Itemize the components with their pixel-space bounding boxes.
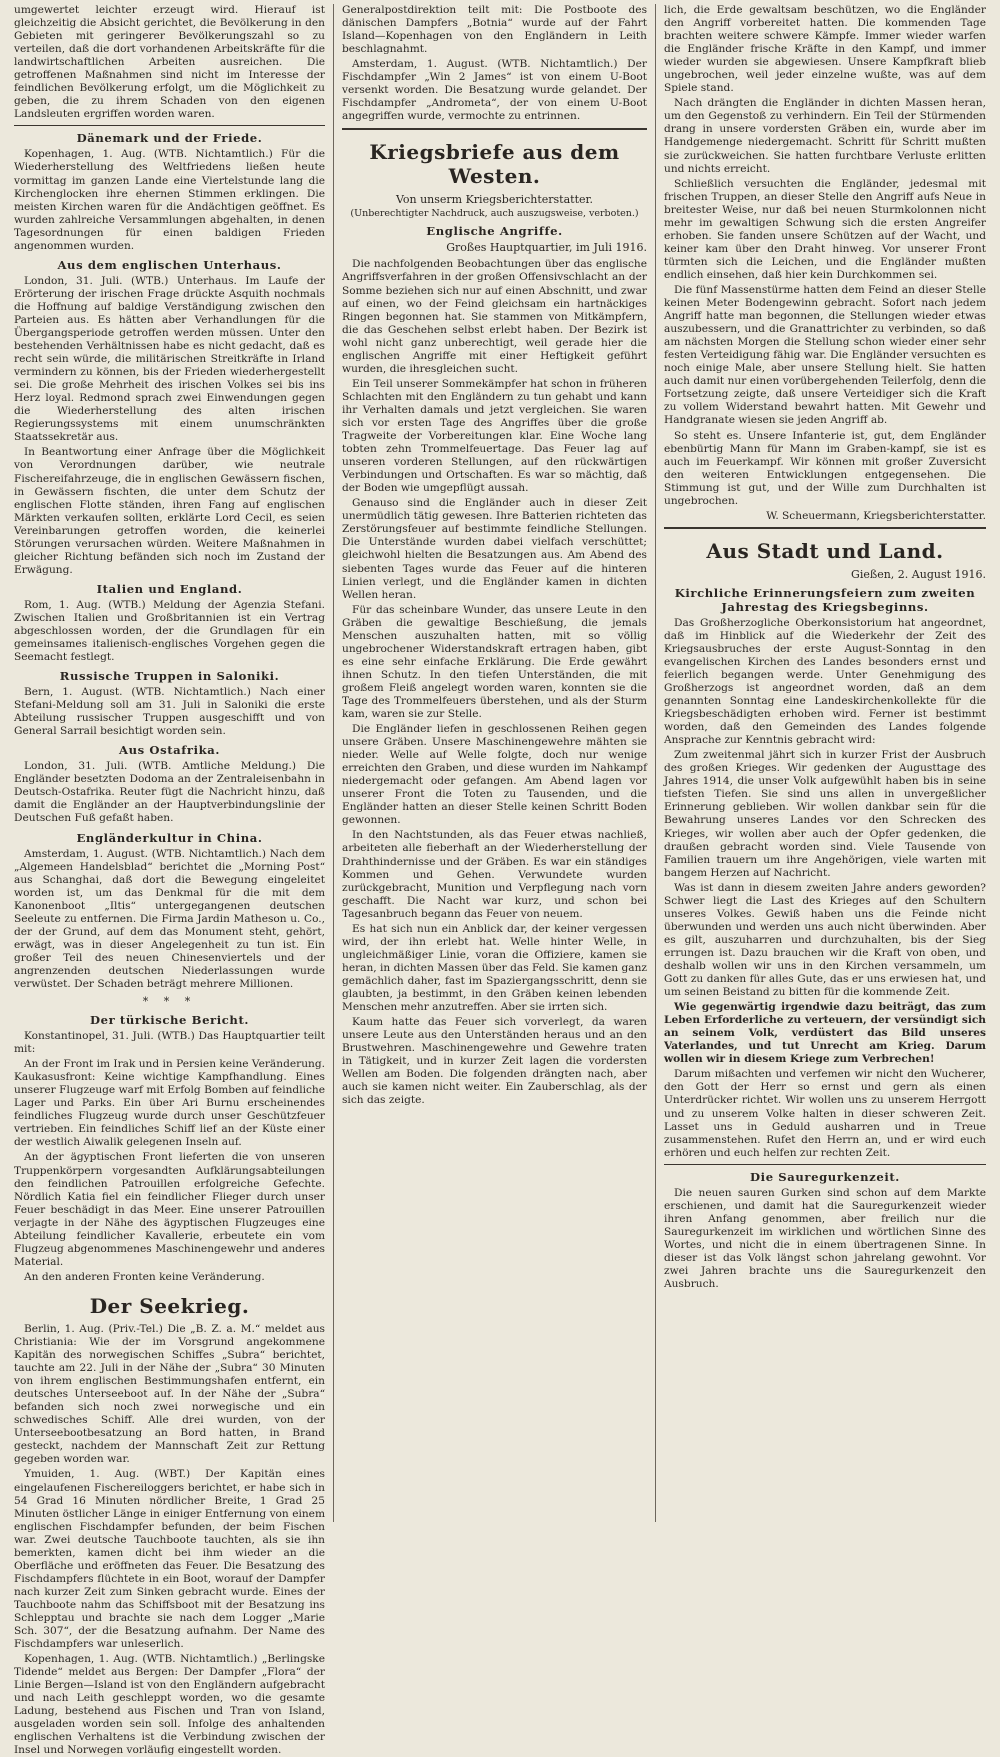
article-paragraph: Ymuiden, 1. Aug. (WBT.) Der Kapitän eines eingelaufenen Fischereiloggers berichtet, er habe sich in 54 Grad 16 Minuten nördlicher Breite, 1 Grad 25 Minuten östlicher Länge in einiger Entfernung von einem englischen Fischdampfer befunden, der beim Fischen war. Zwei deutsche Tauchboote tauchten, als sie ihn bemerkten, kamen dicht bei ihm wieder an die Oberfläche und eröffneten das Feuer. Die Besatzung des Fischdampfers flüchtete in ein Boot, worauf der Dampfer nach kurzer Zeit zum Sinken gebracht wurde. Eines der Tauchboote nahm das Schiffsboot mit der Besatzung ins Schlepptau und brachte sie nach dem Logger „Marie Sch. 307“, der die Besatzung aufnahm. Der Name des Fischdampfers war unleserlich.	[14, 1468, 325, 1651]
divider	[664, 1164, 986, 1165]
divider	[664, 527, 986, 529]
headline-ostafrika: Aus Ostafrika.	[119, 743, 220, 758]
article-continuation: umgewertet leichter erzeugt wird. Hierauf ist gleichzeitig die Absicht gerichtet, die Bevölkerung in den Gebieten mit geringerer Bevölkerungszahl so zu verteilen, daß die dort vorhandenen Arbeitskräfte für die landwirtschaftlichen Arbeiten ausreichen. Die getroffenen Maßnahmen sind nicht im Interesse der feindlichen Bevölkerung erfolgt, um die Möglichkeit zu geben, die zu ihrem Schaden von den eigenen Landsleuten ergriffen worden waren.	[14, 4, 325, 121]
article-paragraph: Bern, 1. August. (WTB. Nichtamtlich.) Nach einer Stefani-Meldung soll am 31. Juli in Saloniki die erste Abteilung russischer Truppen ausgeschifft und von General Sarrail besichtigt worden sein.	[14, 686, 325, 738]
headline-china: Engländerkultur in China.	[76, 830, 263, 845]
article-paragraph: So steht es. Unsere Infanterie ist, gut, dem Engländer ebenbürtig Mann für Mann im Graben-kampf, sie ist es auch im Feuerkampf. Wir können mit großer Zuversicht den weiteren Entwicklungen entgegensehen. Die Stimmung ist gut, und der Wille zum Durchhalten ist ungebrochen.	[664, 429, 986, 507]
reprint-notice: (Unberechtigter Nachdruck, auch auszugsweise, verboten.)	[350, 208, 639, 220]
subheadline-sauregurkenzeit: Die Sauregurkenzeit.	[750, 1169, 900, 1184]
headline-daenemark: Dänemark und der Friede.	[76, 131, 263, 146]
author-signature: W. Scheuermann, Kriegsberichterstatter.	[766, 509, 986, 522]
article-paragraph: Berlin, 1. Aug. (Priv.-Tel.) Die „B. Z. a. M.“ meldet aus Christiania: Wie der im Vorsgrund angekommene Kapitän des norwegischen Schiffes „Subra“ berichtet, tauchte am 22. Juli in der Nähe der „Subra“ 30 Minuten von ihrem englischen Bestimmungshafen entfernt, ein deutsches Unterseeboot auf. In der Nähe der „Subra“ befanden sich noch zwei norwegische und ein schwedisches Schiff. Alle drei wurden, von der Unterseebootbesatzung an Bord hatten, in Brand gesteckt, nachdem der Mannschaft Zeit zur Rettung gegeben worden war.	[14, 1322, 325, 1466]
byline: Von unserm Kriegsberichterstatter.	[395, 193, 594, 207]
article-paragraph: Konstantinopel, 31. Juli. (WTB.) Das Hauptquartier teilt mit:	[14, 1030, 325, 1056]
headline-seekrieg: Der Seekrieg.	[89, 1293, 250, 1318]
article-paragraph: Kopenhagen, 1. Aug. (WTB. Nichtamtlich.) „Berlingske Tidende“ meldet aus Bergen: Der Dampfer „Flora“ der Linie Bergen—Island ist von den Engländern aufgebracht und nach Leith geschleppt worden, wo die gesamte Ladung, bestehend aus Fischen und Tran von Island, ausgeladen worden sein soll. Infolge des anhaltenden englischen Verhaltens ist die Verbindung zwischen der Insel und Norwegen vorläufig eingestellt worden.	[14, 1653, 325, 1757]
article-paragraph: Was ist dann in diesem zweiten Jahre anders geworden? Schwer liegt die Last des Krieges auf den Schultern unseres Volkes. Gewiß haben uns die Feinde nicht überwunden und werden uns auch nicht überwinden. Aber es gilt, auszuharren und durchzuhalten, bis der Sieg errungen ist. Dazu brauchen wir die Kraft von oben, und deshalb wollen wir uns in den Kirchen versammeln, um Gott zu danken für alles Gute, das er uns erwiesen hat, und um seinen Beistand zu bitten für die kommende Zeit.	[664, 881, 986, 999]
divider	[342, 128, 647, 130]
article-paragraph: Rom, 1. Aug. (WTB.) Meldung der Agenzia Stefani. Zwischen Italien und Großbritannien ist ein Vertrag abgeschlossen worden, der die Grundlagen für ein gemeinsames italienisch-englisches Vorgehen gegen die Seemacht festlegt.	[14, 598, 325, 664]
article-paragraph: In Beantwortung einer Anfrage über die Möglichkeit von Verordnungen darüber, wie neutrale Fischereifahrzeuge, die in englischen Gewässern fischen, in Gewässern fischten, die unter dem Schutz der englischen Flotte ständen, ihren Fang auf englischen Märkten verkaufen sollten, erklärte Lord Cecil, es seien Vereinbarungen getroffen worden, die keinerlei Störungen verursachen würden. Weitere Maßnahmen in gleicher Richtung befänden sich noch im Zustand der Erwägung.	[14, 446, 325, 576]
article-paragraph: Wie gegenwärtig irgendwie dazu beiträgt, das zum Leben Erforderliche zu verteuern, der versündigt sich an seinem Volk, verdüstert das Bild unseres Vaterlandes, und tut Unrecht am Krieg. Darum wollen wir in diesem Kriege zum Verbrechen!	[664, 1001, 986, 1066]
article-paragraph: Amsterdam, 1. August. (WTB. Nichtamtlich.) Der Fischdampfer „Win 2 James“ ist von einem U-Boot versenkt worden. Die Besatzung wurde gelandet. Der Fischdampfer „Andrometa“, der von einem U-Boot angegriffen wurde, vermochte zu entrinnen.	[342, 58, 647, 123]
headline-unterhaus: Aus dem englischen Unterhaus.	[57, 257, 282, 272]
subheadline-angriffe: Englische Angriffe.	[426, 224, 563, 239]
article-paragraph: Genauso sind die Engländer auch in dieser Zeit unermüdlich tätig gewesen. Ihre Batterien richteten das Zerstörungsfeuer auf bestimmte feindliche Stellungen. Die Unterstände wurden dabei vielfach verschüttet; gleichwohl hielten die Besatzungen aus. Am Abend des siebenten Tages wurde das Feuer auf die hinteren Linien verlegt, und die Engländer kamen in dichten Wellen heran.	[342, 497, 647, 601]
dateline: Großes Hauptquartier, im Juli 1916.	[446, 241, 647, 255]
headline-stadt-und-land: Aus Stadt und Land.	[706, 538, 944, 563]
article-paragraph: Die fünf Massenstürme hatten dem Feind an dieser Stelle keinen Meter Bodengewinn gebracht. Sofort nach jedem Angriff hatte man begonnen, die Stellungen wieder etwas auszubessern, und die Granattrichter zu verbinden, so daß am nächsten Morgen die Stellung schon wieder einer sehr festen Verteidigung fähig war. Die Engländer versuchten es noch einige Male, aber unsere Stellung hielt. Sie hatten auch damit nur einen vorübergehenden Teilerfolg, denn die Fortsetzung zeigte, daß unsere Verteidiger sich die Kraft zu vollem Widerstand bewahrt hatten. Mit Gewehr und Handgranate wiesen sie jeden Angriff ab.	[664, 283, 986, 427]
article-paragraph: Darum mißachten und verfemen wir nicht den Wucherer, den Gott der Herr so ernst und gern als einen Unterdrücker richtet. Wir wollen uns zu unserem Herrgott und zu unserem Volke halten in dieser schweren Zeit. Lasset uns in Geduld ausharren und in Treue zusammenstehen. Rufet den Herrn an, und er wird euch erhören und euch helfen zur rechten Zeit.	[664, 1068, 986, 1159]
article-paragraph: Die nachfolgenden Beobachtungen über das englische Angriffsverfahren in der großen Offensivschlacht an der Somme beziehen sich nur auf einen Abschnitt, und zwar auf einen, wo der Feind gleichsam ein hartnäckiges Ringen begonnen hat. Sie stammen von Mitkämpfern, die das Geschehen selbst erlebt haben. Der Bezirk ist wohl nicht ganz unberechtigt, weil gerade hier die englischen Angriffe mit einer Heftigkeit geführt wurden, die ihresgleichen sucht.	[342, 258, 647, 375]
article-paragraph: Nach drängten die Engländer in dichten Massen heran, um den Gegenstoß zu verhindern. Ein Teil der Stürmenden drang in unsere vordersten Gräben ein, wurde aber im Handgemenge niedergemacht. Schritt für Schritt mußten sie zurückweichen. Sie hatten furchtbare Verluste erlitten und nichts erreicht.	[664, 97, 986, 175]
dateline: Gießen, 2. August 1916.	[851, 567, 986, 581]
article-paragraph: London, 31. Juli. (WTB. Amtliche Meldung.) Die Engländer besetzten Dodoma an der Zentraleisenbahn in Deutsch-Ostafrika. Reuter fügt die Nachricht hinzu, daß damit die Engländer an der Hauptverbindungslinie der Deutschen Fuß gefaßt haben.	[14, 760, 325, 825]
headline-italien: Italien und England.	[96, 581, 243, 596]
headline-tuerkisch: Der türkische Bericht.	[89, 1013, 250, 1028]
article-paragraph: Amsterdam, 1. August. (WTB. Nichtamtlich.) Nach dem „Algemeen Handelsblad“ berichtet die „Morning Post“ aus Schanghai, daß dort die Bewegung eingeleitet worden ist, um das Denkmal für die mit dem Kanonenboot „Iltis“ untergegangenen deutschen Seeleute zu entfernen. Die Firma Jardin Matheson u. Co., der der Grund, auf dem das Monument steht, gehört, erwägt, was in dieser Angelegenheit zu tun ist. Ein großer Teil des neuen Chinesenviertels und der angrenzenden deutschen Niederlassungen wurde verwüstet. Der Schaden beträgt mehrere Millionen.	[14, 847, 325, 990]
column-right	[656, 4, 994, 1522]
section-stars: * * *	[142, 995, 197, 1009]
headline-saloniki: Russische Truppen in Saloniki.	[59, 669, 280, 684]
article-paragraph: Schließlich versuchten die Engländer, jedesmal mit frischen Truppen, an dieser Stelle den Angriff aufs Neue in breitester Weise, nur daß bei neuen Sturmkolonnen nicht mehr im gewaltigen Schwung sich die ersten Angreifer erhoben. Sie fanden unsere Schützen auf der Wacht, und keiner kam über den Draht hinweg. Vor unserer Front türmten sich die Leichen, und die Engländer mußten endlich einsehen, daß hier kein Durchkommen sei.	[664, 177, 986, 281]
article-continuation: lich, die Erde gewaltsam beschützen, wo die Engländer den Angriff vorbereitet hatten. Die kommenden Tage brachten weitere schwere Kämpfe. Immer wieder warfen die Engländer frische Kräfte in den Kampf, und immer wieder wurden sie abgewiesen. Unsere Kampfkraft blieb ungebrochen, weil jeder einzelne wußte, was auf dem Spiele stand.	[664, 4, 986, 95]
article-paragraph: An den anderen Fronten keine Veränderung.	[24, 1270, 265, 1283]
headline-kriegsbriefe: Kriegsbriefe aus dem Westen.	[369, 140, 620, 189]
article-continuation: Generalpostdirektion teilt mit: Die Postboote des dänischen Dampfers „Botnia“ wurde auf der Fahrt Island—Kopenhagen von den Engländern in Leith beschlagnahmt.	[342, 4, 647, 56]
article-paragraph: London, 31. Juli. (WTB.) Unterhaus. Im Laufe der Erörterung der irischen Frage drückte Asquith nochmals die Hoffnung auf baldige Verständigung zwischen den Parteien aus. Es hätten aber Verhandlungen für die Übergangsperiode getroffen werden müssen. Unter den bestehenden Verhältnissen habe es nicht gedacht, daß es recht sein würde, die militärischen Streitkräfte in Irland vermindern zu können, bis der Frieden wiederhergestellt sei. Die große Mehrheit des irischen Volkes sei bis ins Herz loyal. Redmond sprach zwei Einwendungen gegen die Wiederherstellung des alten irischen Regierungssystems mit einem unumschränkten Staatssekretär aus.	[14, 274, 325, 444]
article-paragraph: Es hat sich nun ein Anblick dar, der keiner vergessen wird, der ihn erlebt hat. Welle hinter Welle, in ungleichmäßiger Linie, voran die Offiziere, kamen sie heran, in dichten Massen über das Feld. Sie kamen ganz gemächlich daher, fast im Spaziergangsschritt, denn sie glaubten, ja bestimmt, in den Gräben keinen lebenden Menschen mehr anzutreffen. Aber sie irrten sich.	[342, 922, 647, 1014]
article-paragraph: An der Front im Irak und in Persien keine Veränderung. Kaukasusfront: Keine wichtige Kampfhandlung. Eines unserer Flugzeuge warf mit Erfolg Bomben auf feindliche Lager und Parks. Ein über Ari Burnu erscheinendes feindliches Flugzeug wurde durch unser Geschützfeuer vertrieben. Ein feindliches Schiff lief an der Küste einer der westlich Aiwalik gelegenen Inseln auf.	[14, 1058, 325, 1149]
article-paragraph: Das Großherzogliche Oberkonsistorium hat angeordnet, daß im Hinblick auf die Wiederkehr der Zeit des Kriegsausbruches der erste August-Sonntag in den evangelischen Kirchen des Landes besonders ernst und feierlich begangen werde. Unter Genehmigung des Großherzogs ist angeordnet worden, daß an dem genannten Sonntag eine Landeskirchenkollekte für die Kriegsbeschädigten erhoben wird. Ferner ist bestimmt worden, daß den Gemeinden des Landes folgende Ansprache zur Kenntnis gebracht wird:	[664, 616, 986, 747]
article-paragraph: Kopenhagen, 1. Aug. (WTB. Nichtamtlich.) Für die Wiederherstellung des Weltfriedens ließen heute vormittag im ganzen Lande eine Viertelstunde lang die Kirchenglocken ihre ehernen Stimmen erklingen. Die meisten Kirchen waren für die Andächtigen geöffnet. Es wurden zahlreiche Versammlungen abgehalten, in denen Tagesordnungen für einen baldigen Frieden angenommen wurden.	[14, 148, 325, 252]
article-paragraph: Die neuen sauren Gurken sind schon auf dem Markte erschienen, und damit hat die Sauregurkenzeit wieder ihren Anfang genommen, aber freilich nur die Sauregurkenzeit im wirklichen und wörtlichen Sinne des Wortes, und nicht die in einem übertragenen Sinne. In dieser ist das Volk längst schon jahrelang gewohnt. Vor zwei Jahren brachte uns die Sauregurkenzeit den Ausbruch.	[664, 1186, 986, 1291]
subheadline-erinnerungsfeiern: Kirchliche Erinnerungsfeiern zum zweiten Jahrestag des Kriegsbeginns.	[674, 585, 976, 614]
column-left	[6, 4, 334, 1757]
article-paragraph: Zum zweitenmal jährt sich in kurzer Frist der Ausbruch des großen Krieges. Wir gedenken der Augusttage des Jahres 1914, die unser Volk aufgewühlt haben bis in seine tiefsten Tiefen. Sie sind uns allen in unvergeßlicher Erinnerung geblieben. Wir wollen dankbar sein für die Bewahrung unseres Landes vor den Schrecken des Krieges, wir wollen aber auch der Opfer gedenken, die draußen gebracht worden sind. Viele Tausende von Familien trauern um ihre Angehörigen, viele warten mit bangem Herzen auf Nachricht.	[664, 749, 986, 879]
article-paragraph: An der ägyptischen Front lieferten die von unseren Truppenkörpern vorgesandten Aufklärungsabteilungen den feindlichen Patrouillen erfolgreiche Gefechte. Nördlich Katia fiel ein feindlicher Flieger durch unser Feuer beschädigt in das Meer. Eine unserer Patrouillen verjagte in der Nähe des ägyptischen Flugzeuges eine Abteilung feindlicher Kavallerie, erbeutete ein vom Flugzeug abgenommenes Maschinengewehr und anderes Material.	[14, 1151, 325, 1268]
article-paragraph: Kaum hatte das Feuer sich vorverlegt, da waren unsere Leute aus den Unterständen heraus und an den Brustwehren. Maschinengewehre und Gewehre traten in Tätigkeit, und in kurzer Zeit lagen die vordersten Wellen am Boden. Die folgenden drängten nach, aber auch sie kamen nicht weiter. Ein Zauberschlag, als der sich das zeigte.	[342, 1016, 647, 1107]
divider	[14, 125, 325, 126]
article-paragraph: Ein Teil unserer Sommekämpfer hat schon in früheren Schlachten mit den Engländern zu tun gehabt und kann ihr Verhalten damals und jetzt vergleichen. Sie waren sich vor ersten Tage des Angriffes über die große Tragweite der Vorbereitungen klar. Eine Woche lang tobten zehn Trommelfeuertage. Das Feuer lag auf unseren vorderen Stellungen, auf den rückwärtigen Verbindungen und Ortschaften. Es war so mächtig, daß der Boden wie umgepflügt aussah.	[342, 377, 647, 495]
article-paragraph: Für das scheinbare Wunder, das unsere Leute in den Gräben die gewaltige Beschießung, die jemals Menschen auszuhalten hatten, mit so völlig ungebrochener Widerstandskraft ertragen haben, gibt es eine sehr einfache Erklärung. Die Erde gewährt ihnen Schutz. In den tiefen Unterständen, die mit großem Fleiß angelegt worden waren, konnten sie die Tage des Trommelfeuers überstehen, und als der Sturm kam, waren sie zur Stelle.	[342, 603, 647, 721]
column-middle	[334, 4, 656, 1522]
article-paragraph: Die Engländer liefen in geschlossenen Reihen gegen unsere Gräben. Unsere Maschinengewehre mähten sie nieder. Welle auf Welle folgte, doch nur wenige erreichten den Graben, und diese wurden im Nahkampf niedergemacht oder gefangen. Am Abend lagen vor unserer Front die Toten zu Tausenden, und die Engländer hatten an dieser Stelle keinen Schritt Boden gewonnen.	[342, 723, 647, 827]
article-paragraph: In den Nachtstunden, als das Feuer etwas nachließ, arbeiteten alle fieberhaft an der Wiederherstellung der Drahthindernisse und der Gräben. Es war ein ständiges Kommen und Gehen. Verwundete wurden zurückgebracht, Munition und Verpflegung nach vorn geschafft. Die Nacht war kurz, und schon bei Tagesanbruch begann das Feuer von neuem.	[342, 829, 647, 920]
